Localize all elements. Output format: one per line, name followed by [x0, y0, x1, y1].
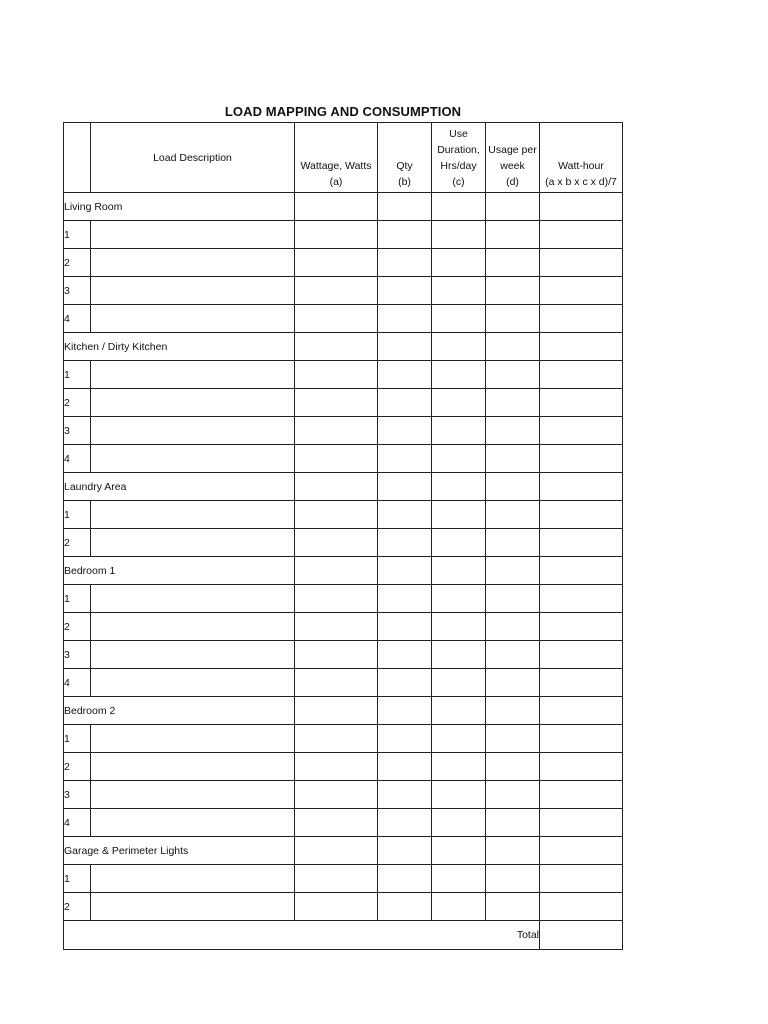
load-description-cell[interactable]	[91, 501, 295, 529]
wattage-cell[interactable]	[295, 361, 378, 389]
watthour-cell[interactable]	[540, 277, 623, 305]
section-duration-cell[interactable]	[432, 697, 486, 725]
table-row	[64, 305, 623, 333]
qty-cell[interactable]	[378, 725, 432, 753]
qty-cell[interactable]	[378, 529, 432, 557]
load-description-cell[interactable]	[91, 809, 295, 837]
watthour-cell[interactable]	[540, 417, 623, 445]
load-description-cell[interactable]	[91, 249, 295, 277]
duration-cell[interactable]	[432, 809, 486, 837]
wattage-cell[interactable]	[295, 781, 378, 809]
duration-cell[interactable]	[432, 445, 486, 473]
load-description-cell[interactable]	[91, 361, 295, 389]
section-usage-cell[interactable]	[486, 333, 540, 361]
row-number: 1	[64, 501, 91, 529]
row-number: 4	[64, 809, 91, 837]
section-row	[64, 333, 623, 361]
header-watt-hour: Watt-hour (a x b x c x d)/7	[540, 123, 623, 193]
watthour-cell[interactable]	[540, 529, 623, 557]
row-number: 3	[64, 641, 91, 669]
section-label: Bedroom 2	[64, 697, 295, 725]
section-wattage-cell[interactable]	[295, 837, 378, 865]
watthour-cell[interactable]	[540, 865, 623, 893]
section-label: Garage & Perimeter Lights	[64, 837, 295, 865]
duration-cell[interactable]	[432, 389, 486, 417]
section-watthour-cell[interactable]	[540, 837, 623, 865]
usage-cell[interactable]	[486, 809, 540, 837]
section-watthour-cell[interactable]	[540, 473, 623, 501]
duration-cell[interactable]	[432, 725, 486, 753]
qty-cell[interactable]	[378, 389, 432, 417]
row-number: 3	[64, 417, 91, 445]
load-description-cell[interactable]	[91, 585, 295, 613]
row-number: 4	[64, 669, 91, 697]
watthour-cell[interactable]	[540, 809, 623, 837]
qty-cell[interactable]	[378, 781, 432, 809]
row-number: 3	[64, 781, 91, 809]
duration-cell[interactable]	[432, 781, 486, 809]
wattage-cell[interactable]	[295, 865, 378, 893]
watthour-cell[interactable]	[540, 361, 623, 389]
usage-cell[interactable]	[486, 445, 540, 473]
duration-cell[interactable]	[432, 613, 486, 641]
row-number: 2	[64, 389, 91, 417]
section-wattage-cell[interactable]	[295, 697, 378, 725]
usage-cell[interactable]	[486, 305, 540, 333]
qty-cell[interactable]	[378, 249, 432, 277]
watthour-cell[interactable]	[540, 221, 623, 249]
usage-cell[interactable]	[486, 865, 540, 893]
table-row	[64, 613, 623, 641]
section-qty-cell[interactable]	[378, 333, 432, 361]
section-row	[64, 837, 623, 865]
wattage-cell[interactable]	[295, 221, 378, 249]
table-row	[64, 221, 623, 249]
total-row	[64, 921, 623, 950]
row-number: 2	[64, 529, 91, 557]
wattage-cell[interactable]	[295, 389, 378, 417]
load-description-cell[interactable]	[91, 669, 295, 697]
usage-cell[interactable]	[486, 501, 540, 529]
row-number: 4	[64, 305, 91, 333]
section-wattage-cell[interactable]	[295, 193, 378, 221]
duration-cell[interactable]	[432, 501, 486, 529]
section-wattage-cell[interactable]	[295, 333, 378, 361]
section-label: Kitchen / Dirty Kitchen	[64, 333, 295, 361]
table-row	[64, 809, 623, 837]
qty-cell[interactable]	[378, 445, 432, 473]
section-usage-cell[interactable]	[486, 473, 540, 501]
usage-cell[interactable]	[486, 417, 540, 445]
table-row	[64, 753, 623, 781]
row-number: 4	[64, 445, 91, 473]
duration-cell[interactable]	[432, 529, 486, 557]
qty-cell[interactable]	[378, 221, 432, 249]
section-label: Laundry Area	[64, 473, 295, 501]
total-label: Total	[64, 921, 540, 950]
table-row	[64, 445, 623, 473]
header-use-duration: Use Duration, Hrs/day (c)	[432, 123, 486, 193]
duration-cell[interactable]	[432, 669, 486, 697]
watthour-cell[interactable]	[540, 781, 623, 809]
load-description-cell[interactable]	[91, 753, 295, 781]
section-usage-cell[interactable]	[486, 557, 540, 585]
wattage-cell[interactable]	[295, 249, 378, 277]
table-row	[64, 417, 623, 445]
section-usage-cell[interactable]	[486, 837, 540, 865]
row-number: 1	[64, 725, 91, 753]
load-description-cell[interactable]	[91, 305, 295, 333]
duration-cell[interactable]	[432, 585, 486, 613]
duration-cell[interactable]	[432, 641, 486, 669]
table-row	[64, 389, 623, 417]
header-row	[64, 123, 623, 193]
section-qty-cell[interactable]	[378, 837, 432, 865]
table-row	[64, 249, 623, 277]
qty-cell[interactable]	[378, 893, 432, 921]
wattage-cell[interactable]	[295, 753, 378, 781]
watthour-cell[interactable]	[540, 389, 623, 417]
header-wattage: Wattage, Watts (a)	[295, 123, 378, 193]
table-row	[64, 277, 623, 305]
table-row	[64, 893, 623, 921]
qty-cell[interactable]	[378, 641, 432, 669]
qty-cell[interactable]	[378, 417, 432, 445]
load-description-cell[interactable]	[91, 893, 295, 921]
table-row	[64, 585, 623, 613]
row-number: 1	[64, 361, 91, 389]
wattage-cell[interactable]	[295, 613, 378, 641]
row-number: 2	[64, 249, 91, 277]
qty-cell[interactable]	[378, 501, 432, 529]
duration-cell[interactable]	[432, 361, 486, 389]
header-number-cell	[64, 123, 91, 193]
section-duration-cell[interactable]	[432, 557, 486, 585]
header-usage-per-week: Usage per week (d)	[486, 123, 540, 193]
row-number: 1	[64, 865, 91, 893]
watthour-cell[interactable]	[540, 753, 623, 781]
usage-cell[interactable]	[486, 725, 540, 753]
watthour-cell[interactable]	[540, 585, 623, 613]
duration-cell[interactable]	[432, 305, 486, 333]
section-label: Living Room	[64, 193, 295, 221]
qty-cell[interactable]	[378, 361, 432, 389]
row-number: 2	[64, 753, 91, 781]
row-number: 2	[64, 613, 91, 641]
wattage-cell[interactable]	[295, 529, 378, 557]
watthour-cell[interactable]	[540, 893, 623, 921]
table-row	[64, 529, 623, 557]
load-description-cell[interactable]	[91, 417, 295, 445]
watthour-cell[interactable]	[540, 501, 623, 529]
table-row	[64, 725, 623, 753]
watthour-cell[interactable]	[540, 445, 623, 473]
qty-cell[interactable]	[378, 277, 432, 305]
header-qty: Qty (b)	[378, 123, 432, 193]
usage-cell[interactable]	[486, 753, 540, 781]
section-row	[64, 557, 623, 585]
usage-cell[interactable]	[486, 781, 540, 809]
usage-cell[interactable]	[486, 249, 540, 277]
load-description-cell[interactable]	[91, 613, 295, 641]
qty-cell[interactable]	[378, 613, 432, 641]
table-row	[64, 865, 623, 893]
load-table	[63, 122, 623, 950]
row-number: 3	[64, 277, 91, 305]
load-description-cell[interactable]	[91, 277, 295, 305]
qty-cell[interactable]	[378, 809, 432, 837]
row-number: 2	[64, 893, 91, 921]
row-number: 1	[64, 585, 91, 613]
section-row	[64, 193, 623, 221]
table-row	[64, 669, 623, 697]
section-qty-cell[interactable]	[378, 697, 432, 725]
qty-cell[interactable]	[378, 305, 432, 333]
qty-cell[interactable]	[378, 669, 432, 697]
section-usage-cell[interactable]	[486, 193, 540, 221]
qty-cell[interactable]	[378, 753, 432, 781]
wattage-cell[interactable]	[295, 809, 378, 837]
wattage-cell[interactable]	[295, 501, 378, 529]
load-description-cell[interactable]	[91, 641, 295, 669]
section-wattage-cell[interactable]	[295, 473, 378, 501]
header-load-description: Load Description	[91, 123, 295, 193]
total-value-cell[interactable]	[540, 921, 623, 950]
load-description-cell[interactable]	[91, 781, 295, 809]
usage-cell[interactable]	[486, 641, 540, 669]
usage-cell[interactable]	[486, 221, 540, 249]
usage-cell[interactable]	[486, 277, 540, 305]
duration-cell[interactable]	[432, 893, 486, 921]
section-usage-cell[interactable]	[486, 697, 540, 725]
section-watthour-cell[interactable]	[540, 193, 623, 221]
usage-cell[interactable]	[486, 361, 540, 389]
load-description-cell[interactable]	[91, 389, 295, 417]
usage-cell[interactable]	[486, 529, 540, 557]
wattage-cell[interactable]	[295, 277, 378, 305]
wattage-cell[interactable]	[295, 725, 378, 753]
section-watthour-cell[interactable]	[540, 697, 623, 725]
duration-cell[interactable]	[432, 221, 486, 249]
wattage-cell[interactable]	[295, 641, 378, 669]
watthour-cell[interactable]	[540, 725, 623, 753]
duration-cell[interactable]	[432, 249, 486, 277]
watthour-cell[interactable]	[540, 641, 623, 669]
qty-cell[interactable]	[378, 865, 432, 893]
table-row	[64, 641, 623, 669]
section-qty-cell[interactable]	[378, 193, 432, 221]
section-row	[64, 473, 623, 501]
load-description-cell[interactable]	[91, 865, 295, 893]
section-row	[64, 697, 623, 725]
row-number: 1	[64, 221, 91, 249]
section-duration-cell[interactable]	[432, 473, 486, 501]
usage-cell[interactable]	[486, 389, 540, 417]
duration-cell[interactable]	[432, 417, 486, 445]
load-description-cell[interactable]	[91, 529, 295, 557]
section-watthour-cell[interactable]	[540, 557, 623, 585]
usage-cell[interactable]	[486, 613, 540, 641]
watthour-cell[interactable]	[540, 305, 623, 333]
usage-cell[interactable]	[486, 585, 540, 613]
load-description-cell[interactable]	[91, 445, 295, 473]
duration-cell[interactable]	[432, 753, 486, 781]
wattage-cell[interactable]	[295, 669, 378, 697]
wattage-cell[interactable]	[295, 305, 378, 333]
section-qty-cell[interactable]	[378, 557, 432, 585]
load-description-cell[interactable]	[91, 221, 295, 249]
section-duration-cell[interactable]	[432, 333, 486, 361]
qty-cell[interactable]	[378, 585, 432, 613]
watthour-cell[interactable]	[540, 613, 623, 641]
section-qty-cell[interactable]	[378, 473, 432, 501]
table-row	[64, 501, 623, 529]
table-row	[64, 361, 623, 389]
wattage-cell[interactable]	[295, 445, 378, 473]
duration-cell[interactable]	[432, 865, 486, 893]
wattage-cell[interactable]	[295, 585, 378, 613]
section-watthour-cell[interactable]	[540, 333, 623, 361]
page-title: LOAD MAPPING AND CONSUMPTION	[224, 104, 462, 119]
load-description-cell[interactable]	[91, 725, 295, 753]
section-label: Bedroom 1	[64, 557, 295, 585]
watthour-cell[interactable]	[540, 669, 623, 697]
section-duration-cell[interactable]	[432, 837, 486, 865]
watthour-cell[interactable]	[540, 249, 623, 277]
wattage-cell[interactable]	[295, 893, 378, 921]
usage-cell[interactable]	[486, 893, 540, 921]
wattage-cell[interactable]	[295, 417, 378, 445]
duration-cell[interactable]	[432, 277, 486, 305]
table-row	[64, 781, 623, 809]
section-wattage-cell[interactable]	[295, 557, 378, 585]
section-duration-cell[interactable]	[432, 193, 486, 221]
usage-cell[interactable]	[486, 669, 540, 697]
